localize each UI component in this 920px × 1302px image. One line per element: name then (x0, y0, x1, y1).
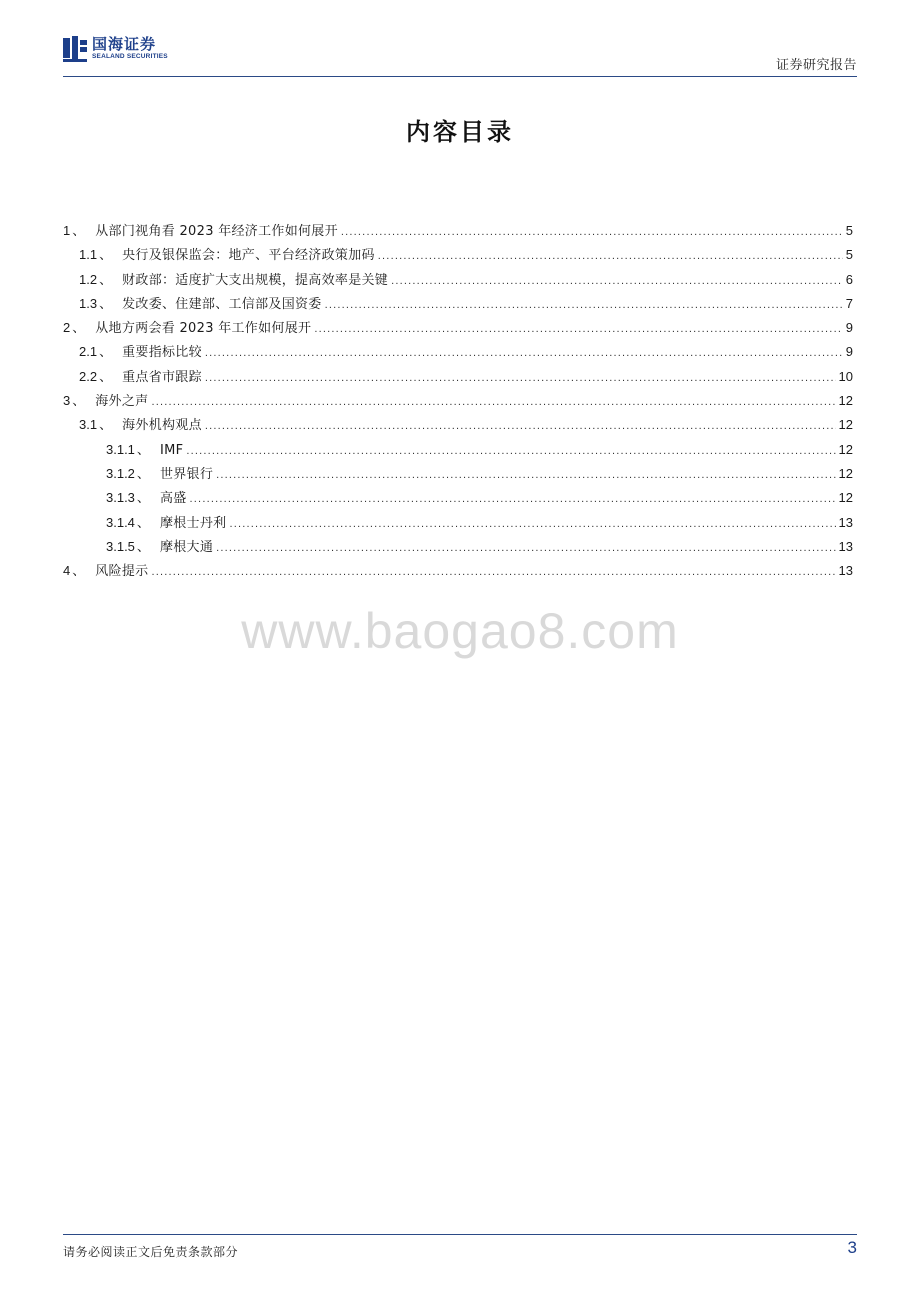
toc-entry-page: 12 (838, 393, 853, 409)
toc-entry-number: 1.1 (79, 247, 98, 263)
toc-leader-dots (341, 226, 843, 238)
toc-entry-separator: 、 (72, 394, 86, 410)
toc-entry[interactable] (63, 341, 853, 365)
toc-entry-separator: 、 (99, 272, 113, 288)
toc-leader-dots (314, 323, 842, 335)
page-header (63, 36, 857, 77)
toc-entry-page: 12 (838, 465, 853, 481)
toc-entry-number: 2 (63, 320, 71, 336)
toc-leader-dots (205, 420, 836, 432)
toc-entry-number: 1 (63, 223, 71, 238)
toc-entry-separator: 、 (136, 491, 150, 507)
toc-leader-dots (216, 542, 835, 554)
toc-entry-separator: 、 (72, 564, 86, 580)
toc-entry-number: 1.3 (79, 295, 98, 311)
toc-entry-page: 7 (845, 295, 853, 311)
table-of-contents (63, 220, 853, 584)
toc-entry-separator: 、 (136, 539, 150, 555)
toc-entry[interactable] (63, 317, 853, 341)
toc-entry-title: 高盛 (159, 491, 187, 507)
toc-entry-page: 6 (845, 271, 853, 287)
toc-entry-title: 从地方两会看 2023 年工作如何展开 (95, 321, 312, 337)
toc-entry-number: 3.1.4 (106, 514, 135, 530)
toc-entry-page: 5 (845, 223, 853, 238)
toc-entry-separator: 、 (99, 369, 113, 385)
toc-entry-title: 从部门视角看 2023 年经济工作如何展开 (95, 224, 338, 239)
toc-entry-number: 3.1.5 (106, 538, 135, 554)
toc-entry[interactable] (63, 269, 853, 293)
toc-entry-title: 财政部：适度扩大支出规模，提高效率是关键 (122, 272, 389, 288)
toc-entry-separator: 、 (72, 224, 86, 239)
toc-leader-dots (186, 445, 835, 457)
toc-entry-title: 风险提示 (95, 564, 149, 580)
toc-entry-separator: 、 (72, 321, 86, 337)
sealand-logo-icon (63, 36, 87, 62)
toc-entry-number: 3.1.2 (106, 465, 135, 481)
page-number: 3 (847, 1238, 857, 1257)
toc-entry-page: 9 (845, 344, 853, 360)
toc-entry[interactable] (63, 293, 853, 317)
toc-entry-title: 发改委、住建部、工信部及国资委 (122, 296, 322, 312)
toc-entry-separator: 、 (99, 345, 113, 361)
toc-entry[interactable] (63, 536, 853, 560)
report-type-label: 证券研究报告 (775, 58, 857, 73)
toc-entry-separator: 、 (99, 296, 113, 312)
toc-leader-dots (391, 275, 843, 287)
toc-entry-title: 海外之声 (95, 394, 149, 410)
toc-entry-title: 世界银行 (159, 466, 214, 482)
toc-entry[interactable] (63, 390, 853, 414)
toc-entry-number: 4 (63, 563, 71, 579)
toc-entry-number: 3 (63, 393, 71, 409)
toc-entry-title: 重点省市跟踪 (122, 369, 202, 385)
toc-entry[interactable] (63, 463, 853, 487)
toc-entry-title: 海外机构观点 (122, 418, 202, 434)
toc-entry[interactable] (63, 487, 853, 511)
toc-entry[interactable] (63, 414, 853, 438)
toc-entry-separator: 、 (99, 248, 113, 264)
toc-entry-page: 13 (838, 563, 853, 579)
toc-leader-dots (151, 396, 835, 408)
toc-entry[interactable] (63, 560, 853, 584)
toc-entry-title: 央行及银保监会：地产、平台经济政策加码 (122, 248, 375, 264)
toc-entry-separator: 、 (99, 418, 113, 434)
page-footer (63, 1234, 857, 1265)
toc-entry[interactable] (63, 439, 853, 463)
toc-entry-page: 12 (838, 417, 853, 433)
toc-entry-title: 重要指标比较 (122, 345, 202, 361)
toc-leader-dots (151, 566, 835, 578)
company-logo (63, 36, 168, 70)
toc-entry-number: 2.1 (79, 344, 98, 360)
toc-entry-title: 摩根大通 (159, 539, 214, 555)
toc-leader-dots (216, 469, 835, 481)
toc-entry-page: 12 (838, 490, 853, 506)
toc-entry-number: 3.1 (79, 417, 98, 433)
toc-entry-page: 5 (845, 247, 853, 263)
logo-english-name: SEALAND SECURITIES (92, 53, 168, 60)
toc-entry-separator: 、 (136, 515, 150, 531)
toc-entry[interactable] (63, 512, 853, 536)
toc-entry-page: 12 (838, 441, 853, 457)
toc-entry-page: 13 (838, 514, 853, 530)
watermark: www.baogao8.com (241, 603, 679, 659)
toc-leader-dots (229, 518, 835, 530)
toc-entry[interactable] (63, 220, 853, 244)
toc-entry-number: 1.2 (79, 271, 98, 287)
toc-entry-title: IMF (159, 442, 184, 458)
toc-leader-dots (205, 372, 836, 384)
toc-title: 内容目录 (406, 118, 514, 146)
toc-entry-page: 13 (838, 538, 853, 554)
toc-entry-page: 10 (838, 368, 853, 384)
toc-entry-number: 2.2 (79, 368, 98, 384)
toc-leader-dots (205, 347, 843, 359)
toc-entry[interactable] (63, 244, 853, 268)
toc-entry-page: 9 (845, 320, 853, 336)
disclaimer-note: 请务必阅读正文后免责条款部分 (63, 1245, 239, 1259)
toc-entry-separator: 、 (136, 442, 150, 458)
toc-leader-dots (378, 250, 843, 262)
logo-chinese-name: 国海证券 (92, 35, 157, 53)
toc-entry-separator: 、 (136, 466, 150, 482)
toc-entry-number: 3.1.3 (106, 490, 135, 506)
toc-entry[interactable] (63, 366, 853, 390)
toc-leader-dots (325, 299, 843, 311)
toc-leader-dots (190, 493, 836, 505)
toc-entry-number: 3.1.1 (106, 441, 135, 457)
toc-entry-title: 摩根士丹利 (159, 515, 227, 531)
